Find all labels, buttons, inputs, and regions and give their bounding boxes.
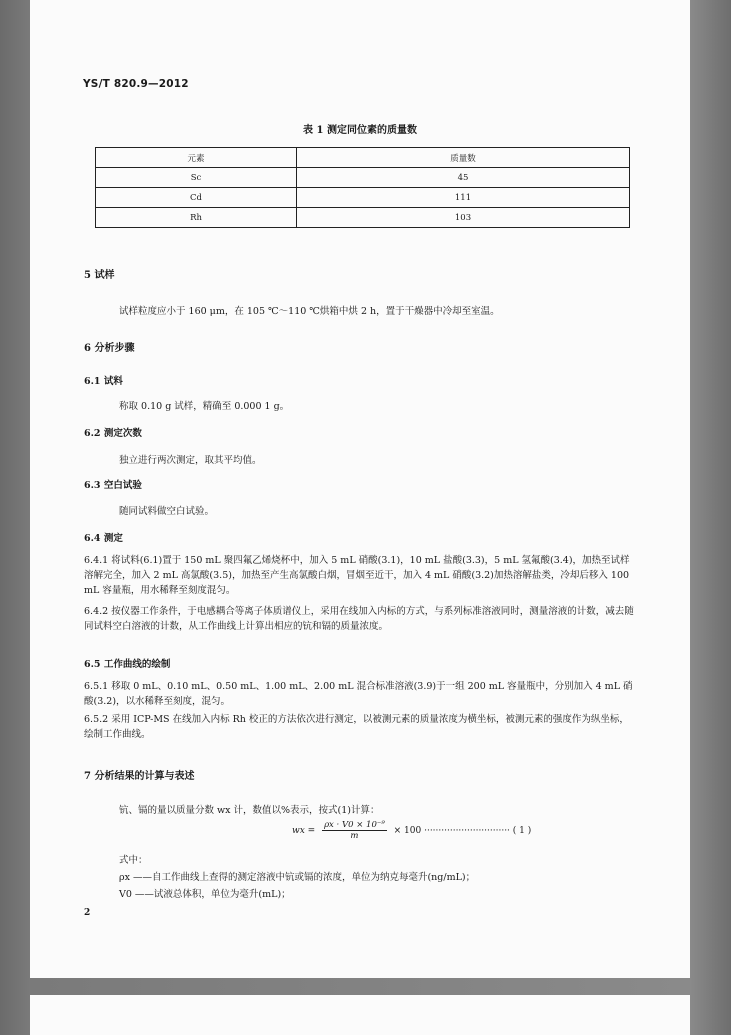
section-6-1-title: 6.1 试料 [84,376,123,387]
formula-denominator: m [350,831,359,841]
section-6-3-title: 6.3 空白试验 [84,480,142,491]
section-6-2-text: 独立进行两次测定，取其平均值。 [119,455,262,466]
section-6-title: 6 分析步骤 [84,343,135,354]
section-6-5-1-text: 6.5.1 移取 0 mL、0.10 mL、0.50 mL、1.00 mL、2.00 mL 混合标准溶液(3.9)于一组 200 mL 容量瓶中，分别加入 4 mL 硝酸(3.2)，以水稀释至刻度，混匀。 [84,681,633,707]
section-6-4-2-text: 6.4.2 按仪器工作条件，于电感耦合等离子体质谱仪上，采用在线加入内标的方式，与系列标准溶液同时，测量溶液的计数，减去随同试料空白溶液的计数，从工作曲线上计算出相应的钪和镉的质量浓度。 [84,606,634,632]
table-row [96,188,630,208]
table-cell: Sc [96,168,297,188]
document-page [30,0,690,978]
section-6-5-title: 6.5 工作曲线的绘制 [84,659,171,670]
table-header-cell: 元素 [96,148,297,168]
section-5-text: 试样粒度应小于 160 μm，在 105 ℃～110 ℃烘箱中烘 2 h，置于干燥器中冷却至室温。 [119,306,500,317]
section-6-1-text: 称取 0.10 g 试样，精确至 0.000 1 g。 [119,401,290,412]
table-row [96,168,630,188]
formula-def-rho: ρx ——自工作曲线上查得的测定溶液中钪或镉的浓度，单位为纳克每毫升(ng/mL)； [119,872,476,883]
standard-number: YS/T 820.9—2012 [83,78,189,90]
table-cell: Cd [96,188,297,208]
section-5-title: 5 试样 [84,270,115,281]
section-6-2-title: 6.2 测定次数 [84,428,142,439]
formula-number: ( 1 ) [512,826,532,836]
formula-rhs: × 100 [393,826,422,836]
table-header-row [96,148,630,168]
section-6-5-2-text: 6.5.2 采用 ICP-MS 在线加入内标 Rh 校正的方法依次进行测定，以被测元素的质量浓度为横坐标，被测元素的强度作为纵坐标，绘制工作曲线。 [84,714,629,740]
formula-leader-dots: ······························ [424,826,510,836]
section-6-4-title: 6.4 测定 [84,533,123,544]
formula-fraction [322,820,387,841]
section-7-title: 7 分析结果的计算与表述 [84,771,195,782]
formula-lhs: wx = [292,826,316,836]
formula-def-v0: V0 ——试液总体积，单位为毫升(mL)； [119,889,291,900]
isotope-mass-table [95,147,630,228]
table-header-cell: 质量数 [297,148,630,168]
table-row [96,208,630,228]
table-cell: 45 [297,168,630,188]
next-page-edge [30,995,690,1035]
formula-numerator: ρx · V0 × 10⁻⁹ [324,820,385,830]
table-cell: 111 [297,188,630,208]
table-cell: Rh [96,208,297,228]
page-number: 2 [84,908,91,918]
section-6-3-text: 随同试料做空白试验。 [119,506,215,517]
section-7-intro: 钪、镉的量以质量分数 wx 计，数值以%表示，按式(1)计算： [119,805,380,816]
formula-where: 式中： [119,855,148,866]
section-6-4-1-text: 6.4.1 将试料(6.1)置于 150 mL 聚四氟乙烯烧杯中，加入 5 mL 硝酸(3.1)，10 mL 盐酸(3.3)，5 mL 氢氟酸(3.4)，加热至试样溶解完全，加入 2 mL 高氯酸(3.5)，加热至产生高氯酸白烟，冒烟至近干，加入 4 mL 硝酸(3.2)加热溶解盐类，冷却后移入 100 mL 容量瓶，用水稀释至刻度混匀。 [84,555,630,596]
table-caption: 表 1 测定同位素的质量数 [303,125,417,136]
formula-1 [292,820,531,841]
table-cell: 103 [297,208,630,228]
